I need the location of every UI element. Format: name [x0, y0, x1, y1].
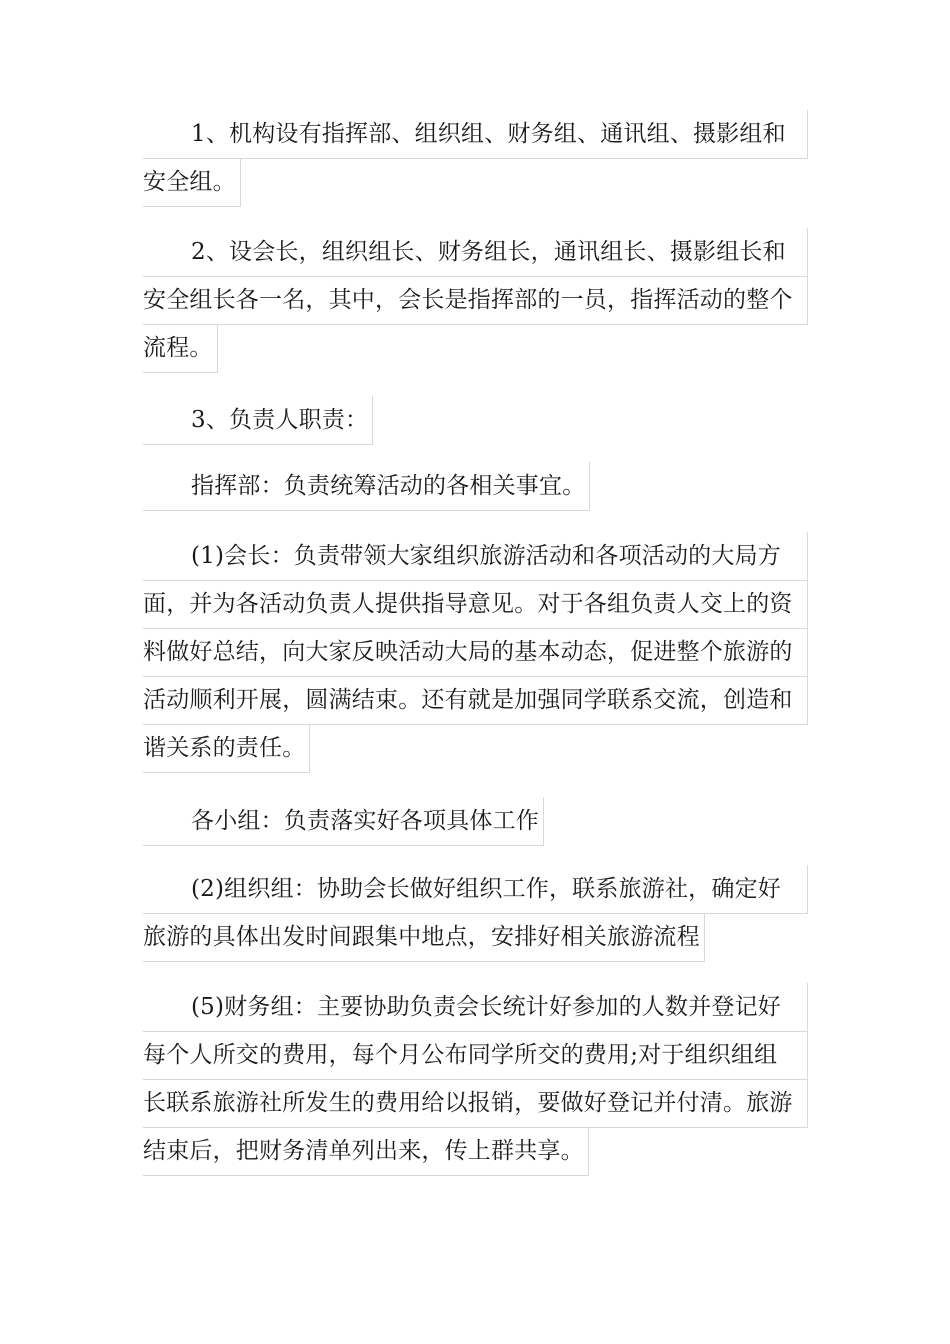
text-line — [143, 462, 808, 510]
text-span: 1、机构设有指挥部、组织组、财务组、通讯组、摄影组和 — [143, 110, 808, 159]
text-span: 面，并为各活动负责人提供指导意见。对于各组负责人交上的资 — [143, 580, 808, 629]
text-line — [143, 1079, 808, 1127]
text-line — [143, 158, 808, 206]
text-line — [143, 913, 808, 961]
text-line — [143, 276, 808, 324]
text-line — [143, 797, 808, 845]
paragraph-8 — [143, 983, 808, 1175]
paragraph-6 — [143, 797, 808, 845]
paragraph-4 — [143, 462, 808, 510]
text-line — [143, 983, 808, 1031]
text-line — [143, 396, 808, 444]
text-span: (1)会长：负责带领大家组织旅游活动和各项活动的大局方 — [143, 532, 808, 581]
paragraph-1 — [143, 110, 808, 206]
text-span: (2)组织组：协助会长做好组织工作，联系旅游社，确定好 — [143, 865, 808, 914]
text-line — [143, 724, 808, 772]
text-span: 安全组。 — [143, 158, 241, 207]
text-line — [143, 1031, 808, 1079]
paragraph-2 — [143, 228, 808, 372]
text-span: 流程。 — [143, 324, 218, 373]
text-line — [143, 532, 808, 580]
text-span: 活动顺利开展，圆满结束。还有就是加强同学联系交流，创造和 — [143, 676, 808, 725]
text-line — [143, 580, 808, 628]
text-span: (5)财务组：主要协助负责会长统计好参加的人数并登记好 — [143, 983, 808, 1032]
paragraph-7 — [143, 865, 808, 961]
text-span: 料做好总结，向大家反映活动大局的基本动态，促进整个旅游的 — [143, 628, 808, 677]
text-span: 结束后，把财务清单列出来，传上群共享。 — [143, 1127, 589, 1176]
text-line — [143, 1127, 808, 1175]
text-line — [143, 110, 808, 158]
text-span: 2、设会长，组织组长、财务组长，通讯组长、摄影组长和 — [143, 228, 808, 277]
text-span: 长联系旅游社所发生的费用给以报销，要做好登记并付清。旅游 — [143, 1079, 808, 1128]
text-span: 指挥部：负责统筹活动的各相关事宜。 — [143, 462, 590, 511]
text-span: 谐关系的责任。 — [143, 724, 310, 773]
text-line — [143, 228, 808, 276]
text-span: 各小组：负责落实好各项具体工作 — [143, 797, 544, 846]
text-line — [143, 865, 808, 913]
text-span: 3、负责人职责： — [143, 396, 373, 445]
text-span: 安全组长各一名，其中，会长是指挥部的一员，指挥活动的整个 — [143, 276, 808, 325]
paragraph-3 — [143, 396, 808, 444]
text-line — [143, 676, 808, 724]
text-span: 旅游的具体出发时间跟集中地点，安排好相关旅游流程 — [143, 913, 705, 962]
text-line — [143, 628, 808, 676]
text-span: 每个人所交的费用，每个月公布同学所交的费用;对于组织组组 — [143, 1031, 808, 1080]
paragraph-5 — [143, 532, 808, 772]
text-line — [143, 324, 808, 372]
